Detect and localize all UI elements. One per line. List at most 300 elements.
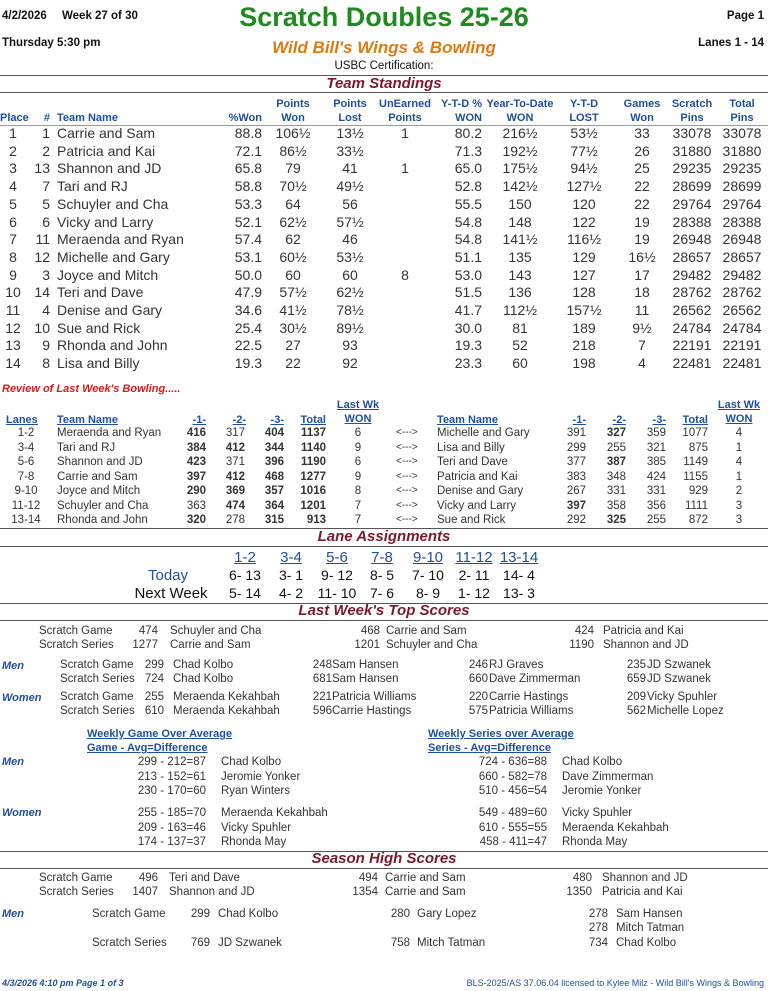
team-name: Patricia and Kai	[57, 142, 156, 159]
standings-cell: 41	[342, 160, 358, 177]
bowler-name: JD Szwanek	[647, 659, 711, 671]
score: 494	[358, 872, 378, 884]
team-name: Carrie and Sam	[170, 639, 251, 651]
over-avg-calc: 549 - 489=60	[478, 807, 547, 819]
game-over-avg-title: Weekly Game Over Average	[87, 728, 233, 740]
standings-cell: 6	[9, 213, 17, 230]
footer-print-info: 4/3/2026 4:10 pm Page 1 of 3	[2, 978, 124, 988]
standings-cell: 127	[572, 266, 596, 283]
standings-cell: 52.8	[454, 178, 482, 195]
review-header: Lanes	[6, 414, 38, 426]
standings-cell: 28699	[722, 178, 762, 195]
standings-cell: 28657	[672, 248, 712, 265]
bowler-name: Gary Lopez	[417, 908, 477, 920]
score: 758	[390, 937, 410, 949]
game-over-avg-subtitle: Game - Avg=Difference	[87, 742, 208, 754]
today-assignment: 14- 4	[503, 567, 535, 583]
game-score: 371	[225, 456, 245, 468]
score: 255	[144, 691, 164, 703]
team-name: Lisa and Billy	[57, 355, 140, 372]
lane-pair-header: 3-4	[280, 549, 302, 566]
points-won: 8	[354, 485, 362, 497]
standings-cell: 16½	[628, 248, 656, 265]
lane-pair: 1-2	[17, 427, 35, 439]
game-score: 424	[646, 470, 666, 483]
divider	[0, 546, 768, 547]
team-name: Carrie and Sam	[57, 470, 138, 483]
review-title: Review of Last Week's Bowling.....	[2, 383, 181, 395]
points-won: 1	[735, 470, 743, 483]
standings-cell: 29235	[722, 160, 762, 177]
standings-cell: 4	[9, 178, 17, 195]
team-name: Carrie and Sam	[385, 886, 466, 898]
score: 660	[468, 673, 488, 685]
over-avg-calc: 174 - 137=37	[137, 836, 206, 848]
series-total: 913	[306, 514, 326, 526]
game-score: 359	[646, 427, 666, 439]
score: 220	[468, 691, 488, 703]
standings-cell: 77½	[570, 142, 598, 159]
standings-cell: 7	[638, 337, 646, 354]
standings-cell: 198	[572, 355, 596, 372]
versus-arrow: <--->	[396, 485, 418, 496]
score: 724	[144, 673, 164, 685]
over-avg-calc: 510 - 456=54	[478, 785, 547, 797]
standings-cell: 11	[634, 302, 650, 318]
day-time: Thursday 5:30 pm	[2, 37, 101, 49]
score: 480	[572, 872, 592, 884]
col-header: Year-To-Date WON	[486, 98, 554, 124]
standings-cell: 22191	[722, 337, 762, 354]
bowler-name: JD Szwanek	[218, 937, 282, 949]
score: 575	[468, 705, 488, 717]
game-score: 357	[264, 485, 284, 497]
scratch-series-label: Scratch Series	[39, 886, 114, 898]
standings-cell: 19	[634, 231, 650, 248]
standings-cell: 142½	[502, 178, 538, 195]
review-header: -2-	[612, 414, 626, 426]
bowler-name: Ryan Winters	[221, 785, 291, 797]
standings-cell: 92	[342, 355, 358, 372]
standings-cell: 22481	[672, 355, 712, 372]
standings-cell: 70½	[279, 178, 307, 195]
standings-cell: 120	[572, 195, 596, 212]
score: 496	[138, 872, 158, 884]
standings-cell: 31880	[722, 142, 762, 159]
scratch-series-label: Scratch Series	[92, 937, 167, 949]
standings-cell: 24784	[672, 319, 712, 336]
standings-cell: 25.4	[234, 319, 262, 336]
points-won: 6	[354, 427, 362, 439]
game-score: 397	[186, 470, 206, 483]
score: 474	[138, 625, 158, 637]
review-header: -1-	[572, 414, 586, 426]
standings-cell: 19	[634, 213, 650, 230]
series-total: 1140	[301, 441, 326, 454]
bowler-name: Carrie Hastings	[489, 691, 569, 703]
next-week-assignment: 13- 3	[503, 585, 535, 601]
lane-pair-header: 13-14	[499, 549, 539, 566]
over-avg-calc: 213 - 152=61	[137, 770, 206, 783]
standings-cell: 28657	[722, 248, 762, 265]
standings-cell: 9	[9, 266, 17, 283]
standings-cell: 49½	[336, 178, 364, 195]
score: 681	[312, 673, 332, 685]
over-avg-calc: 458 - 411=47	[479, 836, 547, 848]
series-total: 1016	[300, 485, 326, 497]
standings-cell: 65.8	[234, 160, 262, 177]
standings-cell: 53½	[570, 125, 598, 141]
game-score: 364	[264, 499, 284, 512]
today-assignment: 3- 1	[278, 567, 304, 583]
bowler-name: Chad Kolbo	[562, 756, 623, 768]
standings-cell: 12	[34, 248, 50, 265]
over-avg-calc: 724 - 636=88	[478, 756, 547, 768]
series-total: 929	[688, 485, 708, 497]
standings-cell: 86½	[279, 142, 307, 159]
standings-cell: 57½	[336, 213, 364, 230]
standings-cell: 143	[508, 266, 532, 283]
lane-pair-header: 9-10	[412, 549, 444, 566]
points-won: 9	[354, 470, 362, 483]
bowler-name: Jeromie Yonker	[221, 770, 301, 783]
men-label: Men	[2, 660, 24, 672]
standings-cell: 106½	[275, 125, 311, 141]
today-assignment: 7- 10	[412, 567, 444, 583]
score: 221	[312, 691, 332, 703]
series-total: 1077	[682, 427, 708, 439]
scratch-game-label: Scratch Game	[39, 625, 113, 637]
team-name: Meraenda and Ryan	[57, 231, 184, 248]
review-header: Total	[682, 414, 708, 426]
standings-cell: 14	[5, 355, 21, 372]
lane-pair-header: 11-12	[455, 549, 493, 566]
standings-cell: 62	[285, 231, 301, 248]
standings-cell: 218	[572, 337, 596, 354]
standings-cell: 26948	[672, 231, 712, 248]
bowler-name: Vicky Spuhler	[562, 807, 633, 819]
footer-license: BLS-2025/AS 37.06.04 licensed to Kylee Milz - Wild Bill's Wings & Bowling	[466, 978, 764, 988]
next-week-assignment: 7- 6	[369, 585, 395, 601]
bowler-name: RJ Graves	[489, 659, 544, 671]
standings-cell: 19.3	[454, 337, 482, 354]
standings-cell: 3	[9, 160, 17, 177]
scratch-game-label: Scratch Game	[60, 691, 134, 703]
game-score: 412	[225, 441, 245, 454]
series-total: 1201	[300, 499, 326, 512]
standings-cell: 52	[512, 337, 528, 354]
standings-cell: 25	[634, 160, 650, 177]
league-title: Scratch Doubles 25-26	[239, 2, 529, 32]
col-header: Y-T-D LOST	[569, 98, 599, 124]
game-score: 358	[606, 499, 626, 512]
bowler-name: Meraenda Kekahbah	[562, 821, 669, 834]
top-scores-title: Last Week's Top Scores	[298, 602, 470, 619]
team-name: Schuyler and Cha	[170, 625, 262, 637]
standings-cell: 24784	[722, 319, 762, 336]
game-score: 317	[225, 427, 245, 439]
standings-cell: 1	[9, 125, 17, 141]
standings-cell: 62½	[336, 284, 364, 301]
standings-cell: 27	[285, 337, 301, 354]
game-score: 391	[566, 427, 586, 439]
over-avg-calc: 209 - 163=46	[137, 821, 206, 834]
standings-cell: 29764	[722, 195, 762, 212]
points-won: 4	[735, 427, 743, 439]
bowler-name: Meraenda Kekahbah	[221, 807, 328, 819]
over-avg-calc: 299 - 212=87	[137, 756, 206, 768]
standings-cell: 89½	[336, 319, 364, 336]
bowler-name: Mitch Tatman	[616, 922, 685, 934]
review-header: Team Name	[437, 414, 498, 426]
lane-pair: 3-4	[17, 441, 35, 454]
bowler-name: Sam Hansen	[332, 673, 399, 685]
standings-cell: 135	[508, 248, 532, 265]
score: 246	[468, 659, 488, 671]
game-score: 369	[225, 485, 245, 497]
team-name: Carrie and Sam	[386, 625, 467, 637]
team-name: Carrie and Sam	[385, 872, 466, 884]
standings-cell: 2	[9, 142, 17, 159]
standings-cell: 116½	[567, 231, 601, 248]
standings-cell: 9½	[632, 319, 652, 336]
today-assignment: 9- 12	[321, 567, 353, 583]
standings-cell: 192½	[502, 142, 538, 159]
score: 299	[144, 659, 164, 671]
divider	[0, 868, 768, 869]
bowler-name: Chad Kolbo	[616, 937, 677, 949]
team-name: Teri and Dave	[57, 284, 144, 301]
standings-cell: 33078	[672, 125, 712, 141]
game-score: 468	[264, 470, 284, 483]
versus-arrow: <--->	[396, 514, 418, 525]
bowler-name: Rhonda May	[221, 836, 287, 848]
score: 278	[588, 922, 608, 934]
score: 596	[312, 705, 332, 717]
score: 769	[190, 937, 210, 949]
series-total: 875	[688, 441, 708, 454]
standings-cell: 22	[285, 355, 301, 372]
series-total: 1137	[301, 427, 326, 439]
bowler-name: Chad Kolbo	[221, 756, 282, 768]
col-header: %Won	[228, 112, 262, 124]
game-score: 321	[646, 441, 666, 454]
team-name: Patricia and Kai	[437, 470, 518, 483]
over-avg-calc: 230 - 170=60	[137, 785, 206, 797]
team-name: Denise and Gary	[437, 485, 524, 497]
score: 659	[626, 673, 646, 685]
standings-cell: 33	[634, 125, 650, 141]
team-name: Joyce and Mitch	[57, 485, 141, 497]
standings-cell: 29482	[672, 266, 712, 283]
standings-cell: 52.1	[234, 213, 262, 230]
bowler-name: Vicky Spuhler	[647, 691, 718, 703]
bowler-name: Meraenda Kekahbah	[173, 705, 280, 717]
standings-cell: 31880	[672, 142, 712, 159]
team-name: Shannon and JD	[603, 639, 689, 651]
points-won: 3	[735, 514, 743, 526]
bowler-name: Vicky Spuhler	[221, 821, 292, 834]
next-week-assignment: 11- 10	[317, 585, 357, 601]
next-week-assignment: 8- 9	[415, 585, 441, 601]
game-score: 327	[606, 427, 626, 439]
standings-cell: 34.6	[234, 302, 262, 318]
team-name: Sue and Rick	[57, 319, 141, 336]
bowler-name: Dave Zimmerman	[562, 770, 654, 783]
points-won: 3	[735, 499, 743, 512]
points-won: 6	[354, 456, 362, 468]
versus-arrow: <--->	[396, 427, 418, 438]
standings-cell: 41½	[279, 302, 307, 318]
bowling-center: Wild Bill's Wings & Bowling	[272, 38, 496, 57]
lane-assignments-title: Lane Assignments	[317, 528, 451, 545]
game-score: 290	[186, 485, 206, 497]
game-score: 397	[566, 499, 586, 512]
score: 610	[144, 705, 164, 717]
over-avg-calc: 255 - 185=70	[137, 807, 206, 819]
standings-cell: 93	[342, 337, 358, 354]
standings-cell: 53.0	[454, 266, 482, 283]
standings-cell: 54.8	[454, 213, 482, 230]
standings-cell: 8	[9, 248, 17, 265]
review-header: -2-	[232, 414, 246, 426]
scratch-series-label: Scratch Series	[60, 705, 135, 717]
game-score: 377	[566, 456, 586, 468]
standings-cell: 26948	[722, 231, 762, 248]
score: 562	[626, 705, 646, 717]
standings-cell: 6	[42, 213, 50, 230]
standings-cell: 28388	[672, 213, 712, 230]
score: 235	[626, 659, 646, 671]
game-score: 396	[264, 456, 284, 468]
col-header: Y-T-D % WON	[441, 98, 482, 124]
standings-cell: 13½	[336, 125, 364, 141]
week-label: Week 27 of 30	[62, 10, 138, 22]
lane-pair: 7-8	[17, 470, 35, 483]
team-name: Vicky and Larry	[57, 213, 154, 230]
team-name: Rhonda and John	[57, 337, 168, 354]
game-score: 387	[606, 456, 626, 468]
score: 1277	[132, 639, 158, 651]
standings-title: Team Standings	[326, 75, 442, 92]
lane-pair: 11-12	[11, 499, 41, 512]
standings-cell: 189	[572, 319, 596, 336]
bowler-name: Jeromie Yonker	[562, 785, 642, 797]
bowler-name: Chad Kolbo	[173, 659, 234, 671]
score: 278	[588, 908, 608, 920]
standings-cell: 28762	[722, 284, 762, 301]
series-total: 1155	[683, 470, 708, 483]
score: 424	[574, 625, 594, 637]
game-score: 348	[606, 470, 626, 483]
today-assignment: 8- 5	[369, 567, 395, 583]
score: 299	[190, 908, 210, 920]
game-score: 255	[606, 441, 626, 454]
standings-cell: 33078	[722, 125, 762, 141]
series-over-avg-subtitle: Series - Avg=Difference	[428, 742, 551, 754]
versus-arrow: <--->	[396, 499, 418, 511]
standings-cell: 22481	[722, 355, 762, 372]
standings-cell: 78½	[336, 302, 364, 318]
standings-cell: 65.0	[454, 160, 482, 177]
game-score: 404	[264, 427, 284, 439]
game-score: 331	[646, 485, 666, 497]
col-header: Place	[0, 112, 29, 124]
team-name: Shannon and JD	[57, 456, 143, 468]
standings-cell: 4	[638, 355, 646, 372]
review-header: Team Name	[57, 414, 118, 426]
standings-cell: 3	[42, 266, 50, 283]
bowler-name: Michelle Lopez	[647, 705, 724, 717]
bowler-name: Patricia Williams	[332, 691, 417, 703]
standings-cell: 60	[285, 266, 301, 283]
bowler-name: Patricia Williams	[489, 705, 574, 717]
next-week-assignment: 1- 12	[458, 585, 490, 601]
standings-cell: 81	[512, 319, 528, 336]
team-name: Schuyler and Cha	[57, 195, 169, 212]
standings-cell: 216½	[502, 125, 538, 141]
team-name: Sue and Rick	[437, 514, 506, 526]
standings-cell: 53½	[336, 248, 364, 265]
standings-cell: 58.8	[234, 178, 262, 195]
review-header: -3-	[270, 414, 284, 426]
over-avg-calc: 660 - 582=78	[478, 770, 547, 783]
standings-cell: 46	[342, 231, 358, 248]
points-won: 7	[354, 499, 362, 512]
standings-cell: 1	[401, 125, 409, 141]
score: 1350	[566, 886, 592, 898]
review-header: Last Wk WON	[336, 399, 380, 425]
team-name: Tari and RJ	[57, 178, 128, 195]
standings-cell: 28699	[672, 178, 712, 195]
col-header: Points Lost	[333, 98, 367, 124]
season-high-title: Season High Scores	[311, 850, 457, 867]
game-score: 423	[186, 456, 206, 468]
score: 1354	[352, 886, 378, 898]
score: 468	[360, 625, 380, 637]
lane-pair: 13-14	[11, 514, 41, 526]
standings-cell: 14	[34, 284, 50, 301]
col-header: UnEarned Points	[379, 98, 431, 124]
standings-cell: 13	[5, 337, 21, 354]
col-header: Scratch Pins	[671, 98, 713, 124]
series-total: 1277	[300, 470, 326, 483]
lanes-range: Lanes 1 - 14	[698, 37, 764, 49]
standings-cell: 26	[634, 142, 650, 159]
standings-cell: 53.3	[234, 195, 262, 212]
standings-cell: 88.8	[234, 125, 262, 141]
standings-cell: 10	[5, 284, 21, 301]
bowler-name: JD Szwanek	[647, 673, 711, 685]
scratch-game-label: Scratch Game	[60, 659, 134, 671]
usbc-certification: USBC Certification:	[334, 60, 434, 72]
standings-cell: 94½	[570, 160, 598, 177]
standings-cell: 5	[42, 195, 50, 212]
standings-cell: 33½	[336, 142, 364, 159]
standings-cell: 7	[9, 231, 17, 248]
series-total: 872	[688, 514, 708, 526]
game-score: 299	[566, 441, 586, 454]
standings-cell: 8	[42, 355, 50, 372]
standings-cell: 13	[34, 160, 50, 177]
game-score: 267	[566, 485, 586, 497]
standings-cell: 128	[572, 284, 596, 301]
standings-cell: 50.0	[234, 266, 262, 283]
versus-arrow: <--->	[396, 456, 418, 467]
scratch-series-label: Scratch Series	[60, 673, 135, 685]
game-score: 255	[646, 514, 666, 526]
standings-cell: 150	[508, 195, 532, 212]
